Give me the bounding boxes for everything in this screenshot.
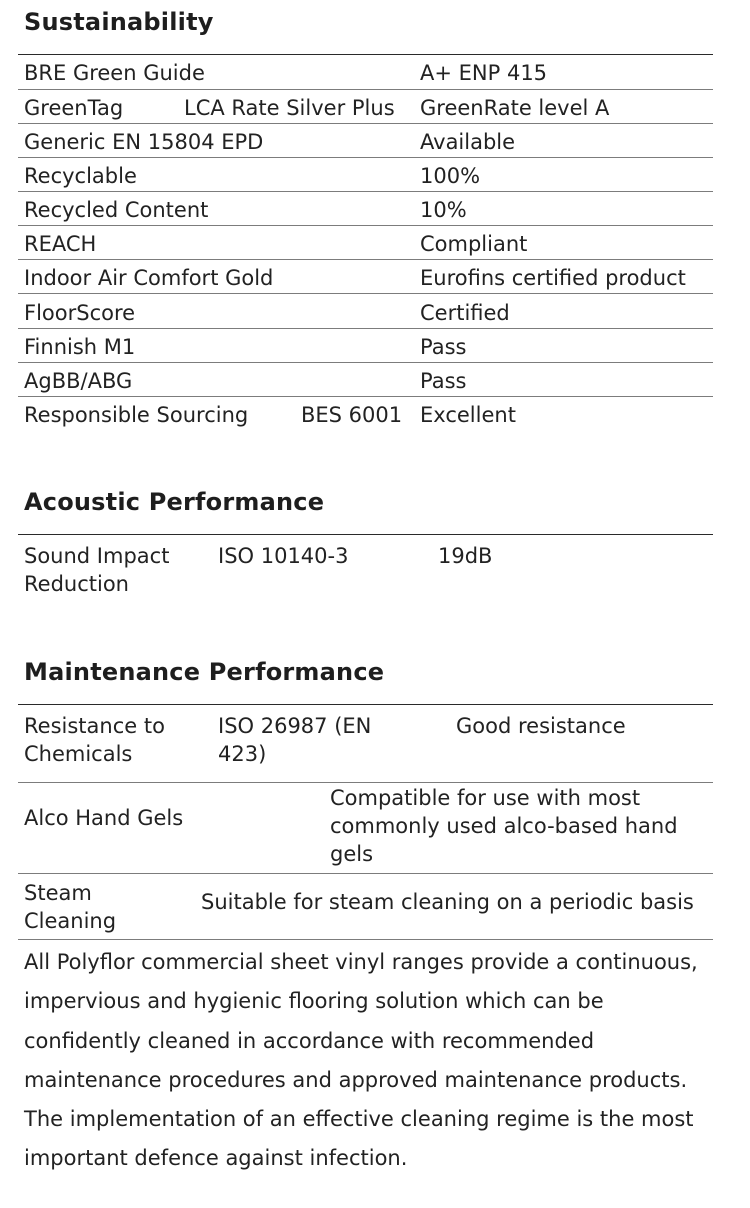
row-label: Recyclable [24,164,137,188]
row-divider [18,89,713,90]
row-value: Suitable for steam cleaning on a periodic basis [201,890,694,914]
row-divider [18,259,713,260]
row-value: Excellent [420,403,516,427]
row-divider [18,873,713,874]
row-label: REACH [24,232,97,256]
row-value: 10% [420,198,467,222]
row-value: Compatible for use with most commonly used alco-based hand gels [330,786,678,866]
row-label: Sound Impact Reduction [24,544,170,596]
row-label: Resistance to Chemicals [24,714,165,766]
row-label: Generic EN 15804 EPD [24,130,264,154]
row-value: Pass [420,369,467,393]
row-divider [18,328,713,329]
row-divider [18,939,713,940]
row-divider [18,191,713,192]
row-divider [18,362,713,363]
row-value: GreenRate level A [420,96,610,120]
row-label: BRE Green Guide [24,61,205,85]
row-value: Eurofins certified product [420,266,686,290]
row-label: Finnish M1 [24,335,136,359]
row-divider [18,782,713,783]
row-value: 19dB [438,544,493,568]
acoustic-top-rule [18,534,713,535]
row-label: Indoor Air Comfort Gold [24,266,274,290]
row-label: AgBB/ABG [24,369,133,393]
row-standard: ISO 26987 (EN 423) [218,714,372,766]
maintenance-heading: Maintenance Performance [24,658,385,686]
row-divider [18,157,713,158]
row-value: Certified [420,301,510,325]
row-label: FloorScore [24,301,136,325]
row-label: Recycled Content [24,198,209,222]
row-value: 100% [420,164,481,188]
row-value: Available [420,130,516,154]
row-value: Compliant [420,232,528,256]
sustainability-top-rule [18,54,713,55]
row-value: Pass [420,335,467,359]
maintenance-top-rule [18,704,713,705]
row-label: Steam Cleaning [24,881,117,933]
row-label: Responsible Sourcing [24,403,249,427]
row-value: A+ ENP 415 [420,61,548,85]
row-divider [18,225,713,226]
acoustic-heading: Acoustic Performance [24,488,325,516]
row-divider [18,396,713,397]
row-sub: BES 6001 [301,403,403,427]
row-value: Good resistance [456,714,626,738]
row-divider [18,293,713,294]
row-label: Alco Hand Gels [24,806,184,830]
row-sub: LCA Rate Silver Plus [184,96,395,120]
maintenance-paragraph: All Polyflor commercial sheet vinyl ranges provide a continuous, impervious and hygienic flooring solution which can be confidently cleaned in accordance with recommended maintenance procedures and approved maintenance products. The implementation of an effective cleaning regime is the most important defence against infection. [24,950,698,1171]
row-divider [18,123,713,124]
row-label: GreenTag [24,96,124,120]
sustainability-heading: Sustainability [24,8,214,36]
row-standard: ISO 10140-3 [218,544,349,568]
